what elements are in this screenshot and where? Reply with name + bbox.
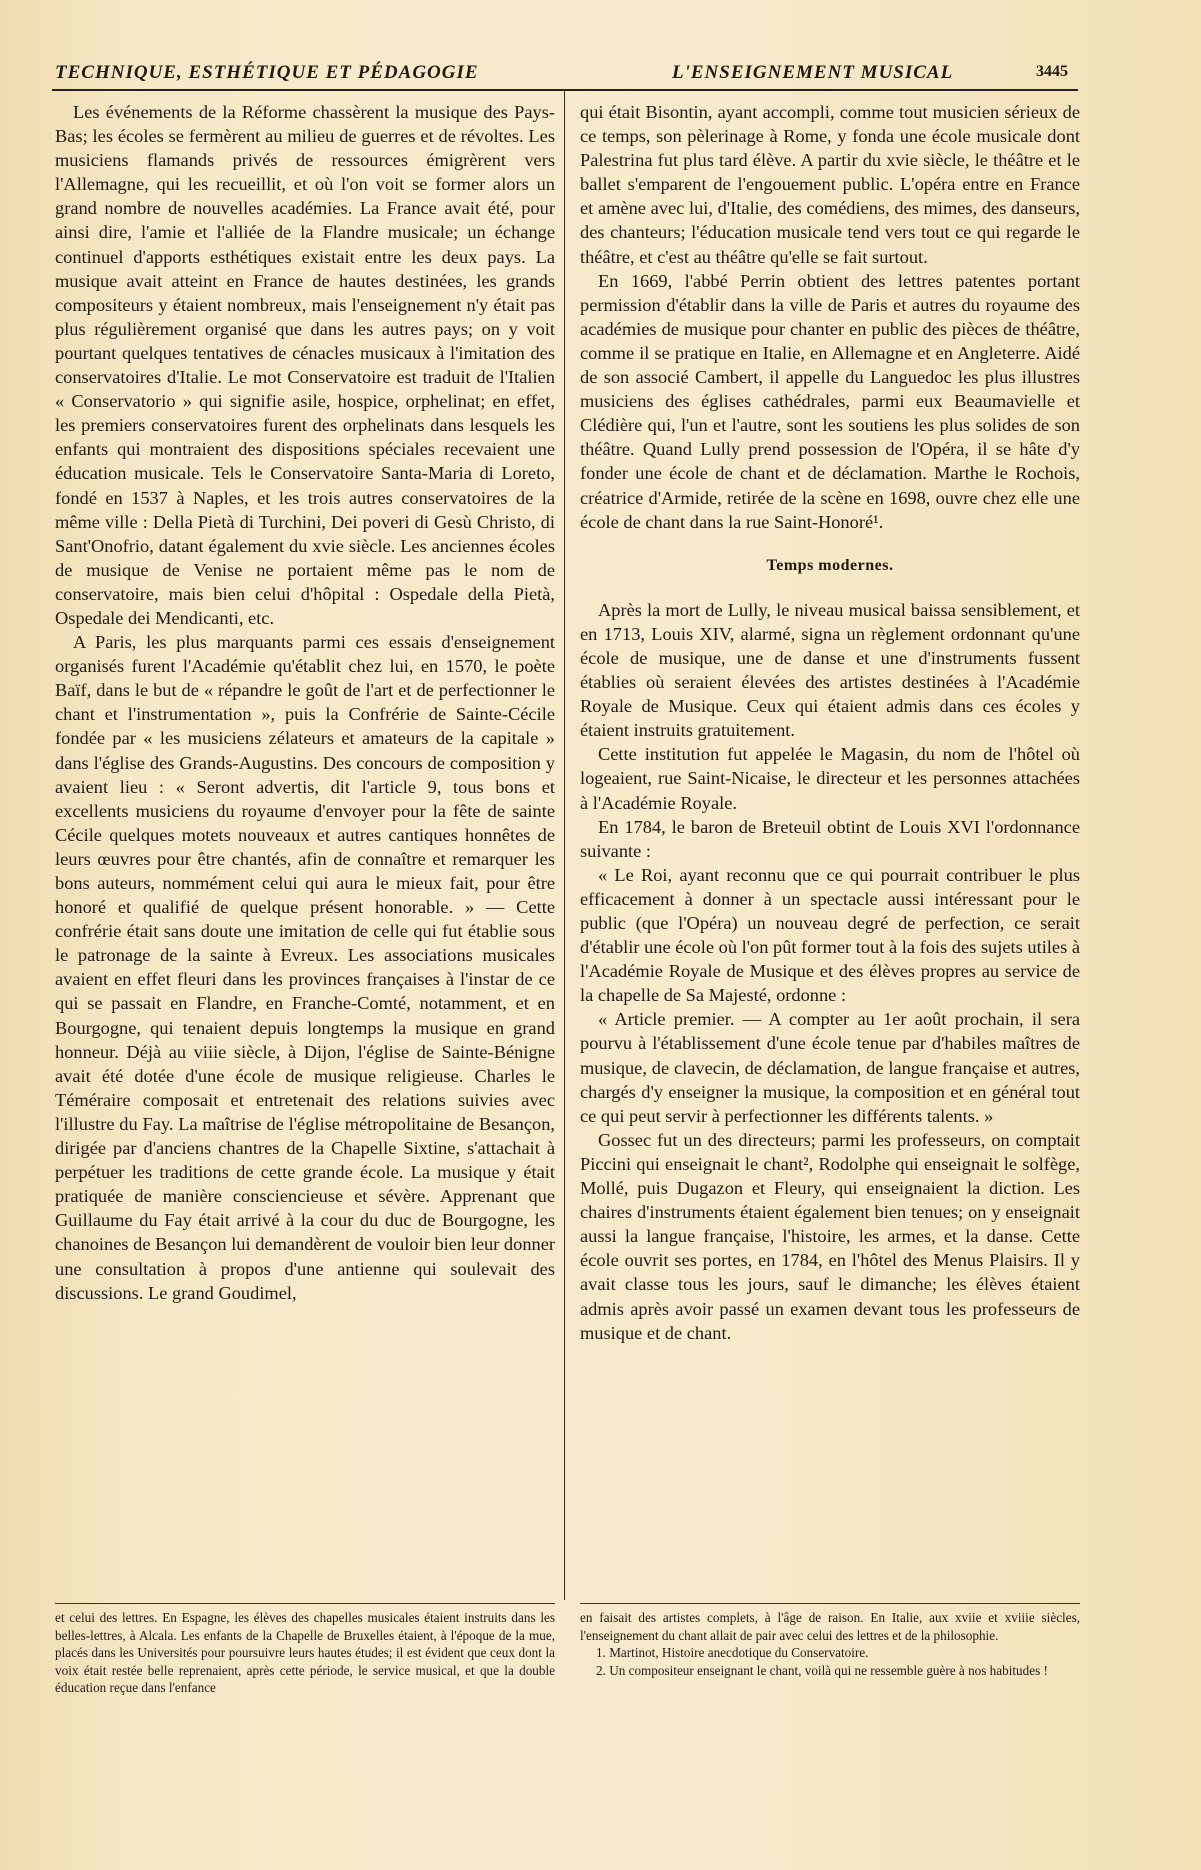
column-divider <box>564 90 565 1600</box>
paragraph: Cette institution fut appelée le Magasin, du nom de l'hôtel où logeaient, rue Saint-Nicaise, le directeur et les personnes attachées à l'Académie Royale. <box>580 744 1080 813</box>
footnote-text: et celui des lettres. En Espagne, les élèves des chapelles musicales étaient instruits dans les belles-lettres, à Alcala. Les enfants de la Chapelle de Bruxelles étaient, à l'époque de la mue, placés dans les Universités pour poursuivre leurs hautes études; il est évident que ceux dont la voix était restée belle reprenaient, après cette période, le service musical, et que la double éducation reçue dans l'enfance <box>55 1610 555 1696</box>
footnotes-right <box>580 1609 1080 1679</box>
paragraph: Les événements de la Réforme chassèrent la musique des Pays-Bas; les écoles se fermèrent au milieu de guerres et de révoltes. Les musiciens flamands privés de ressources émigrèrent vers l'Allemagne, qui les recueillit, et où l'on voit se former alors un grand nombre de nouvelles académies. La France avait été, pour ainsi dire, l'amie et l'alliée de la Flandre musicale; un échange continuel d'apports esthétiques existait entre les deux pays. La musique avait atteint en France de hautes destinées, les grands compositeurs y étaient nombreux, mais l'enseignement n'y était pas plus régulièrement organisé que dans les autres pays; on y voit pourtant quelques tentatives de cénacles musicaux à l'imitation des conservatoires d'Italie. Le mot Conservatoire est traduit de l'Italien « Conservatorio » qui signifie asile, hospice, orphelinat; en effet, les premiers conservatoires furent des orphelinats dans lesquels les enfants qui montraient des dispositions spéciales recevaient une éducation musicale. Tels le Conservatoire Santa-Maria di Loreto, fondé en 1537 à Naples, et les trois autres conservatoires de la même ville : Della Pietà di Turchini, Dei poveri di Gesù Christo, di Sant'Onofrio, datant également du xvie siècle. Les anciennes écoles de musique de Venise ne portaient même pas le nom de conservatoire, mais bien celui d'hôpital : Ospedale della Pietà, Ospedale dei Mendicanti, etc. <box>55 102 555 628</box>
paragraph: Gossec fut un des directeurs; parmi les professeurs, on comptait Piccini qui enseignait le chant², Rodolphe qui enseignait le solfège, Mollé, puis Dugazon et Fleury, qui enseignaient la diction. Les chaires d'instruments étaient également bien tenues; on y enseignait aussi la langue française, l'histoire, les armes, et la danse. Cette école ouvrit ses portes, en 1784, en l'hôtel des Menus Plaisirs. Il y avait classe tous les jours, sauf le dimanche; les élèves étaient admis après avoir passé un examen devant tous les professeurs de musique et de chant. <box>580 1129 1080 1343</box>
paragraph: qui était Bisontin, ayant accompli, comme tout musicien sérieux de ce temps, son pèlerinage à Rome, y fonda une école musicale dont Palestrina fut plus tard élève. A partir du xvie siècle, le théâtre et le ballet s'emparent de l'engouement public. L'opéra entre en France et amène avec lui, d'Italie, des comédiens, des mimes, des danseurs, des chanteurs; l'éducation musicale tend vers tout ce qui regarde le théâtre, et c'est au théâtre qu'elle se fait surtout. <box>580 102 1080 267</box>
header-rule <box>52 89 1078 91</box>
footnote-rule-left <box>55 1603 555 1604</box>
paragraph: « Le Roi, ayant reconnu que ce qui pourrait contribuer le plus efficacement à donner à un spectacle aussi intéressant pour le public (que l'Opéra) un nouveau degré de perfection, ce serait d'établir une école où l'on pût former tout à la fois des sujets utiles à l'Académie Royale de Musique et des élèves propres au service de la chapelle de Sa Majesté, ordonne : <box>580 864 1080 1006</box>
section-heading: Temps modernes. <box>766 556 894 574</box>
footnote-rule-right <box>580 1603 1080 1604</box>
right-column <box>580 100 1080 1345</box>
paragraph: « Article premier. — A compter au 1er août prochain, il sera pourvu à l'établissement d'une école tenue par d'habiles maîtres de musique, de clavecin, de déclamation, de langue française et autres, chargés d'y enseigner la musique, la composition et en général tout ce qui peut servir à perfectionner les différents talents. » <box>580 1009 1080 1126</box>
footnote-2: 2. Un compositeur enseignant le chant, voilà qui ne ressemble guère à nos habitudes ! <box>596 1662 1048 1678</box>
footnote-1: 1. Martinot, Histoire anecdotique du Conservatoire. <box>596 1645 869 1661</box>
paragraph: A Paris, les plus marquants parmi ces essais d'enseignement organisés furent l'Académie qu'établit chez lui, en 1570, le poète Baïf, dans le but de « répandre le goût de l'art et de perfectionner le chant et l'instrumentation », puis la Confrérie de Sainte-Cécile fondée par « les musiciens zélateurs et amateurs de la capitale » dans l'église des Grands-Augustins. Des concours de composition y avaient lieu : « Seront advertis, dit l'article 9, tous bons et excellents musiciens du royaume d'envoyer pour la fête de sainte Cécile quelques motets nouveaux et autres cantiques honnêtes de leurs œuvres pour être chantés, afin de connaître et remarquer les bons auteurs, nommément celui qui aura le mieux fait, pour être honoré et qualifié de quelque présent honorable. » — Cette confrérie était sans doute une imitation de celle qui fut établie sous le patronage de la sainte à Evreux. Les associations musicales avaient en effet fleuri dans les provinces françaises à l'instar de ce qui se passait en Flandre, en Franche-Comté, notamment, et en Bourgogne, qui tenaient depuis longtemps la musique en grand honneur. Déjà au viiie siècle, à Dijon, l'église de Sainte-Bénigne avait été dotée d'une école de musique religieuse. Charles le Téméraire composait et entretenait des relations suivies avec l'illustre du Fay. La maîtrise de l'église métropolitaine de Besançon, dirigée par d'anciens chantres de la Chapelle Sixtine, s'attachait à perpétuer les traditions de cette grande école. La musique y était pratiquée de manière consciencieuse et sévère. Apprenant que Guillaume du Fay était arrivé à la cour du duc de Bourgogne, les chanoines de Besançon lui demandèrent de vouloir bien leur donner une consultation à propos d'une antienne qui soulevait des discussions. Le grand Goudimel, <box>55 632 555 1303</box>
running-head-left: TECHNIQUE, ESTHÉTIQUE ET PÉDAGOGIE <box>55 62 479 83</box>
paragraph: En 1784, le baron de Breteuil obtint de Louis XVI l'ordonnance suivante : <box>580 816 1080 861</box>
running-head-right: L'ENSEIGNEMENT MUSICAL <box>672 62 954 83</box>
footnotes-left <box>55 1609 555 1697</box>
left-column <box>55 100 555 1305</box>
paragraph: Après la mort de Lully, le niveau musical baissa sensiblement, et en 1713, Louis XIV, alarmé, signa un règlement ordonnant qu'une école de musique, une de danse et une d'instruments fussent établies où seraient élevées des artistes destinées à l'Académie Royale de Musique. Ceux qui étaient admis dans ces écoles y étaient instruits gratuitement. <box>580 599 1080 741</box>
footnote-text: en faisait des artistes complets, à l'âge de raison. En Italie, aux xviie et xviiie siècles, l'enseignement du chant allait de pair avec celui des lettres et de la philosophie. <box>580 1610 1080 1643</box>
page-number: 3445 <box>1036 63 1068 80</box>
paragraph: En 1669, l'abbé Perrin obtient des lettres patentes portant permission d'établir dans la ville de Paris et autres du royaume des académies de musique pour chanter en public des pièces de théâtre, comme il se pratique en Italie, en Allemagne et en Angleterre. Aidé de son associé Cambert, il appelle du Languedoc les plus illustres musiciens des églises cathédrales, parmi eux Beaumavielle et Clédière qui, l'un et l'autre, sont les soutiens les plus solides de son théâtre. Quand Lully prend possession de l'Opéra, il se hâte d'y fonder une école de chant et de déclamation. Marthe le Rochois, créatrice d'Armide, retirée de la scène en 1698, ouvre chez elle une école de chant dans la rue Saint-Honoré¹. <box>580 270 1080 532</box>
